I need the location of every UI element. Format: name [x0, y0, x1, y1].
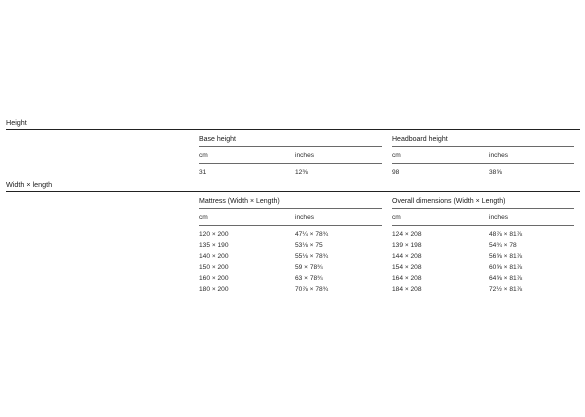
width-section-title: Width × length: [6, 180, 53, 189]
overall-row-cm: 184 × 208: [392, 286, 422, 293]
headboard-height-unit-rule: [392, 163, 574, 164]
mattress-unit-inches: inches: [295, 214, 315, 221]
mattress-row-cm: 180 × 200: [199, 286, 229, 293]
mattress-row-cm: 140 × 200: [199, 253, 229, 260]
mattress-row-cm: 120 × 200: [199, 231, 229, 238]
overall-row-cm: 154 × 208: [392, 264, 422, 271]
base-height-inches-value: 12⅜: [295, 169, 308, 176]
overall-row-inches: 54¾ × 78: [489, 242, 517, 249]
mattress-unit-rule: [199, 225, 382, 226]
overall-unit-rule: [392, 225, 574, 226]
mattress-row-inches: 47¼ × 78¾: [295, 231, 329, 238]
overall-row-cm: 164 × 208: [392, 275, 422, 282]
height-section-rule: [6, 129, 580, 130]
mattress-row-cm: 160 × 200: [199, 275, 229, 282]
overall-row-cm: 124 × 208: [392, 231, 422, 238]
overall-row-inches: 64⅝ × 81⅞: [489, 275, 523, 282]
base-height-rule: [199, 146, 382, 147]
overall-row-inches: 60⅝ × 81⅞: [489, 264, 523, 271]
overall-row-cm: 144 × 208: [392, 253, 422, 260]
headboard-height-cm-value: 98: [392, 169, 400, 176]
mattress-row-cm: 150 × 200: [199, 264, 229, 271]
base-height-cm-value: 31: [199, 169, 207, 176]
mattress-row-inches: 53⅛ × 75: [295, 242, 323, 249]
mattress-row-inches: 63 × 78¾: [295, 275, 323, 282]
mattress-header: Mattress (Width × Length): [199, 198, 280, 205]
mattress-rule: [199, 208, 382, 209]
width-section-rule: [6, 191, 580, 192]
overall-unit-cm: cm: [392, 214, 401, 221]
overall-unit-inches: inches: [489, 214, 509, 221]
headboard-height-unit-inches: inches: [489, 152, 509, 159]
overall-row-cm: 139 × 198: [392, 242, 422, 249]
height-section-title: Height: [6, 118, 27, 127]
base-height-unit-inches: inches: [295, 152, 315, 159]
mattress-row-inches: 55⅛ × 78¾: [295, 253, 329, 260]
overall-rule: [392, 208, 574, 209]
base-height-header: Base height: [199, 136, 236, 143]
base-height-unit-cm: cm: [199, 152, 208, 159]
mattress-row-cm: 135 × 190: [199, 242, 229, 249]
overall-row-inches: 72½ × 81⅞: [489, 286, 523, 293]
mattress-row-inches: 59 × 78¾: [295, 264, 323, 271]
overall-row-inches: 56⅝ × 81⅞: [489, 253, 523, 260]
headboard-height-rule: [392, 146, 574, 147]
overall-header: Overall dimensions (Width × Length): [392, 198, 506, 205]
headboard-height-header: Headboard height: [392, 136, 448, 143]
mattress-row-inches: 70⅞ × 78¾: [295, 286, 329, 293]
mattress-unit-cm: cm: [199, 214, 208, 221]
headboard-height-unit-cm: cm: [392, 152, 401, 159]
overall-row-inches: 48⅞ × 81⅞: [489, 231, 523, 238]
headboard-height-inches-value: 38⅝: [489, 169, 502, 176]
base-height-unit-rule: [199, 163, 382, 164]
